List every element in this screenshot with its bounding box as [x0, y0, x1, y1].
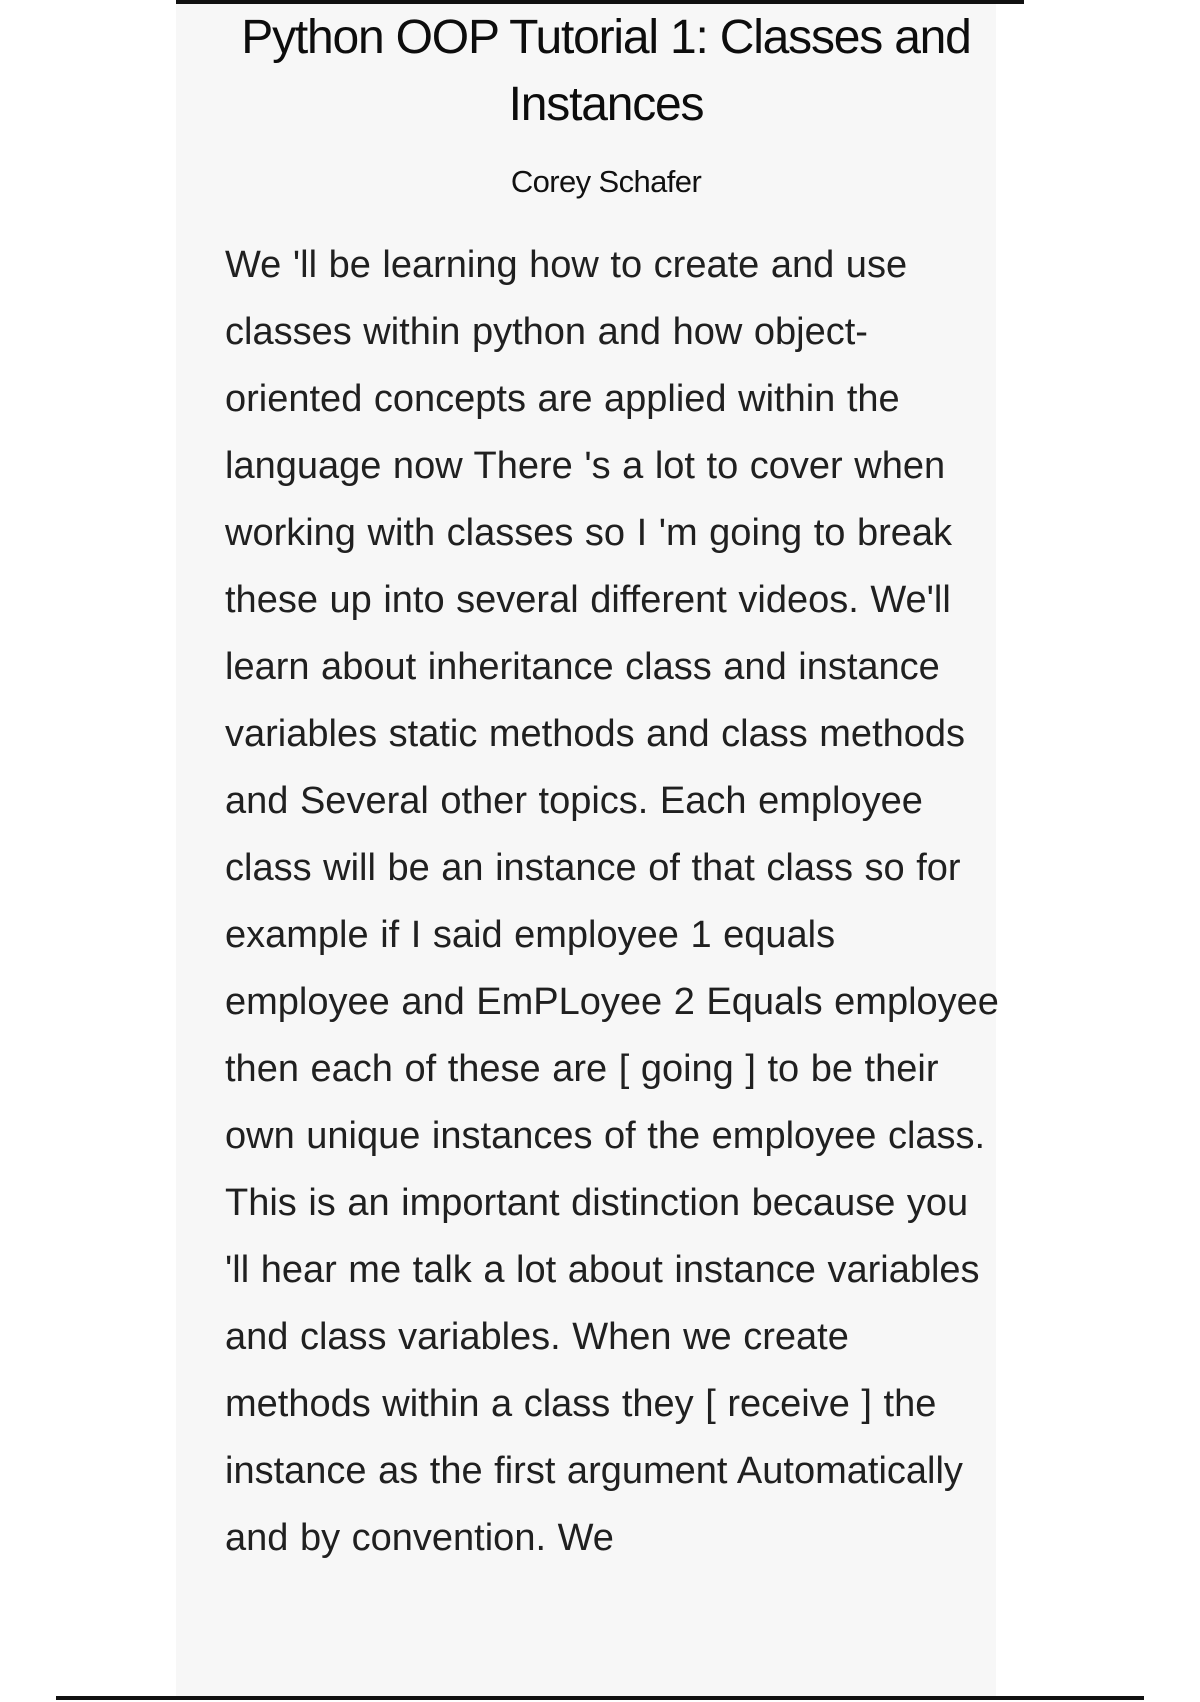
article-body: We 'll be learning how to create and use classes within python and how object-oriented concepts are applied within the language now There 's a lot to cover when working with classes so I 'm going to break these up into several different videos. We'll learn about inheritance class and instance variables static methods and class methods and Several other topics. Each employee class will be an instance of that class so for example if I said employee 1 equals employee and EmPLoyee 2 Equals employee then each of these are [ going ] to be their own unique instances of the employee class. This is an important distinction because you 'll hear me talk a lot about instance variables and class variables. When we create methods within a class they [ receive ] the instance as the first argument Automatically and by convention. We	[225, 244, 999, 1559]
article-author: Corey Schafer	[510, 164, 702, 199]
bottom-border-line	[56, 1696, 1144, 1700]
article-title: Python OOP Tutorial 1: Classes and Instances	[241, 11, 971, 131]
